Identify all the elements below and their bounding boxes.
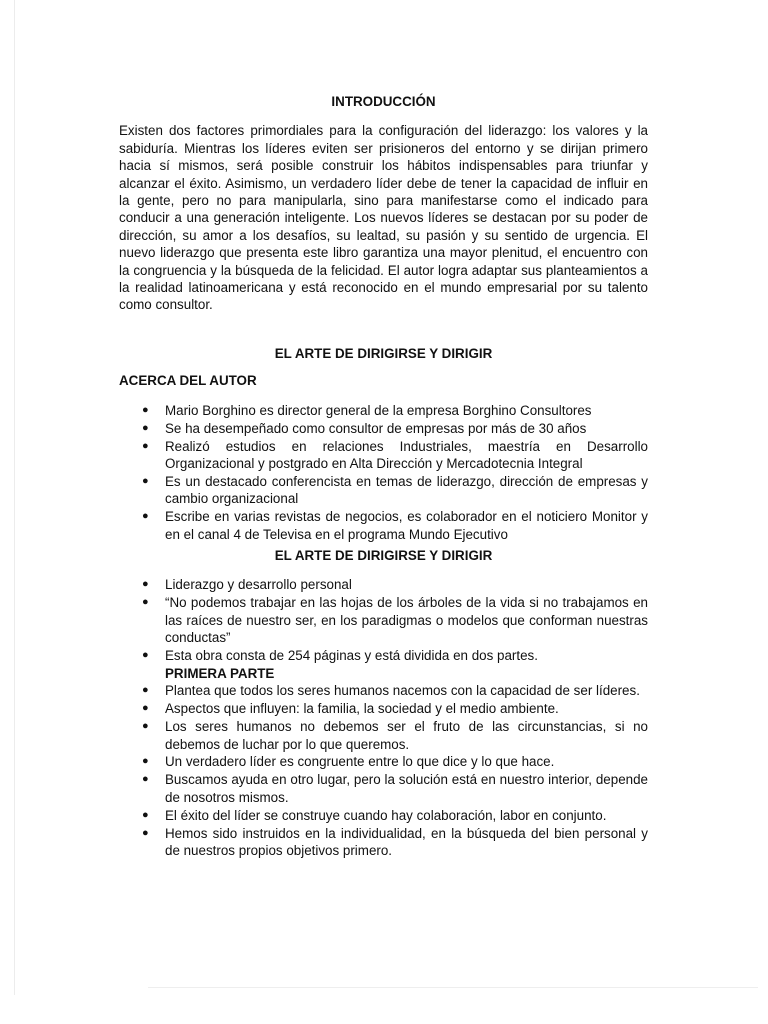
bullet-icon: ● — [142, 439, 149, 452]
list-item — [119, 682, 648, 699]
bullet-icon: ● — [142, 773, 149, 786]
bullet-icon: ● — [142, 596, 149, 609]
section2-heading: EL ARTE DE DIRIGIRSE Y DIRIGIR — [274, 547, 493, 563]
intro-heading: INTRODUCCIÓN — [331, 94, 436, 109]
list-item-text: Buscamos ayuda en otro lugar, pero la solución está en nuestro interior, depende de nosotros mismos. — [165, 772, 648, 805]
page-edge-left — [14, 0, 15, 995]
list-item — [119, 420, 648, 437]
about-author-heading: ACERCA DEL AUTOR — [119, 373, 257, 389]
page-edge-bottom — [148, 987, 758, 988]
list-item — [119, 807, 648, 824]
list-item-text: El éxito del líder se construye cuando hay colaboración, labor en conjunto. — [165, 807, 607, 823]
bullet-icon: ● — [142, 720, 149, 733]
list-item — [119, 508, 648, 543]
list-item — [119, 700, 648, 717]
bullet-icon: ● — [142, 702, 149, 715]
list-item — [119, 594, 648, 646]
bullet-icon: ● — [142, 808, 149, 821]
document-body — [119, 93, 648, 860]
list-item-text: Es un destacado conferencista en temas de liderazgo, dirección de empresas y cambio organizacional — [165, 473, 648, 507]
intro-paragraph: Existen dos factores primordiales para la configuración del liderazgo: los valores y la sabiduría. Mientras los líderes eviten ser prisioneros del entorno y se dirijan primero hacia sí mismos, será posible construir los hábitos indispensables para triunfar y alcanzar el éxito. Asimismo, un verdadero líder debe de tener la capacidad de influir en la gente, pero no para manipularla, sino para manifestarse como el indicado para conducir a una generación inteligente. Los nuevos líderes se destacan por su poder de dirección, su amor a los desafíos, su lealtad, su pasión y su sentido de urgencia. El nuevo liderazgo que presenta este libro garantiza una mayor plenitud, el encuentro con la congruencia y la búsqueda de la felicidad. El autor logra adaptar sus planteamientos a la realidad latinoamericana y está reconocido en el mundo empresarial por su talento como consultor. — [119, 123, 648, 313]
list-item-text: Un verdadero líder es congruente entre lo que dice y lo que hace. — [165, 754, 555, 770]
list-item — [119, 402, 648, 419]
bullet-icon: ● — [142, 684, 149, 697]
list-item — [119, 473, 648, 508]
list-item — [119, 771, 648, 806]
list-item-text: Aspectos que influyen: la familia, la sociedad y el medio ambiente. — [165, 701, 559, 717]
list-item-text: Esta obra consta de 254 páginas y está dividida en dos partes. — [165, 647, 538, 663]
bullet-icon: ● — [142, 403, 149, 416]
list-item — [119, 438, 648, 473]
list-item-text: Hemos sido instruidos en la individualidad, en la búsqueda del bien personal y de nuestros propios objetivos primero. — [165, 825, 648, 858]
bullet-icon: ● — [142, 578, 149, 591]
list-item-text: Mario Borghino es director general de la empresa Borghino Consultores — [165, 402, 592, 418]
book-bullet-list — [119, 576, 648, 664]
list-item-text: Plantea que todos los seres humanos nacemos con la capacidad de ser líderes. — [165, 683, 640, 699]
list-item-text: Se ha desempeñado como consultor de empresas por más de 30 años — [165, 420, 587, 436]
first-part-bullet-list — [119, 682, 648, 859]
list-item-text: Liderazgo y desarrollo personal — [165, 577, 352, 593]
list-item-text: Los seres humanos no debemos ser el fruto de las circunstancias, si no debemos de luchar por lo que queremos. — [165, 719, 648, 752]
first-part-label: PRIMERA PARTE — [165, 665, 275, 681]
bullet-icon: ● — [142, 648, 149, 661]
list-item — [119, 718, 648, 753]
list-item-text: Realizó estudios en relaciones Industriales, maestría en Desarrollo Organizacional y postgrado en Alta Dirección y Mercadotecnia Integral — [165, 438, 648, 471]
list-item — [119, 576, 648, 593]
section1-heading: EL ARTE DE DIRIGIRSE Y DIRIGIR — [274, 345, 493, 361]
bullet-icon: ● — [142, 474, 149, 487]
list-item — [119, 647, 648, 664]
list-item — [119, 753, 648, 770]
list-item — [119, 825, 648, 860]
bullet-icon: ● — [142, 826, 149, 839]
bullet-icon: ● — [142, 510, 149, 523]
bullet-icon: ● — [142, 755, 149, 768]
list-item-text: Escribe en varias revistas de negocios, es colaborador en el noticiero Monitor y en el canal 4 de Televisa en el programa Mundo Ejecutivo — [165, 509, 648, 542]
list-item-text: “No podemos trabajar en las hojas de los árboles de la vida si no trabajamos en las raíces de nuestro ser, en los paradigmas o modelos que conforman nuestras conductas” — [165, 595, 648, 646]
author-bullet-list — [119, 402, 648, 543]
bullet-icon: ● — [142, 421, 149, 434]
